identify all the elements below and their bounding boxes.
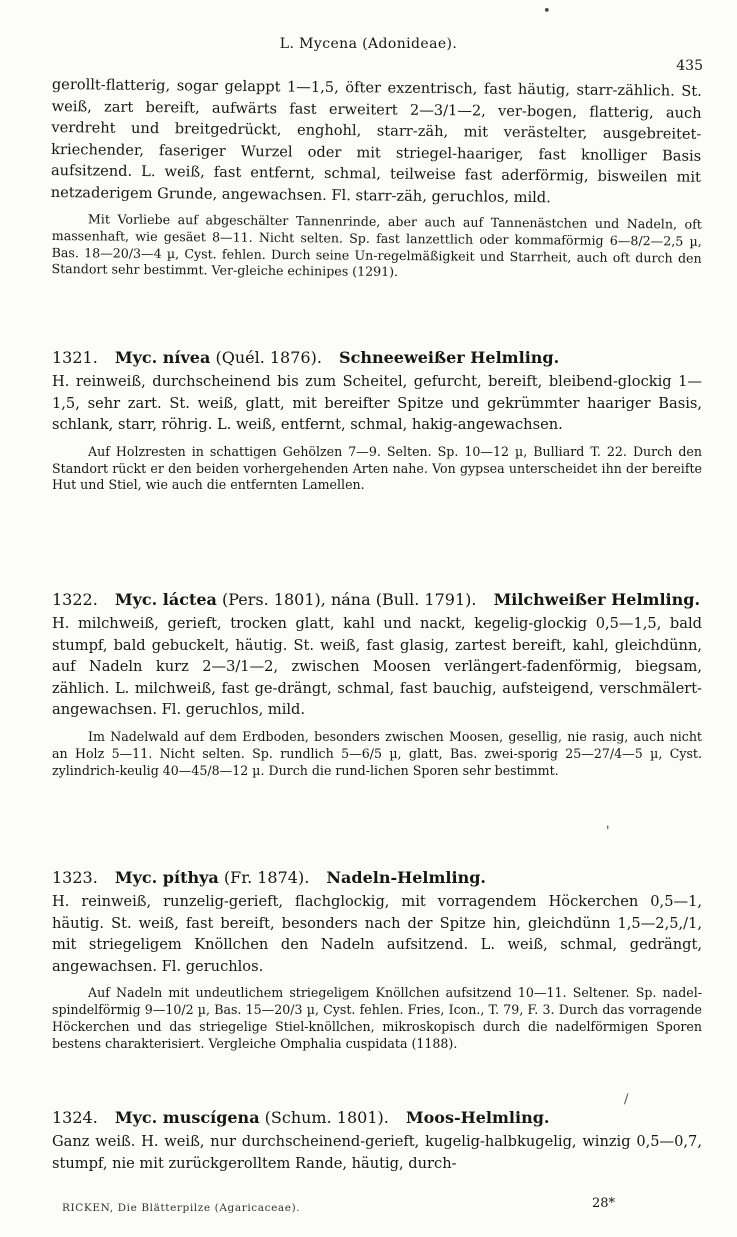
species-authority: (Quél. 1876).: [215, 348, 322, 367]
entry-number: 1322.: [52, 590, 98, 609]
german-common-name: Moos-Helmling.: [405, 1108, 550, 1127]
print-speck: ': [606, 824, 610, 839]
entry-description: Ganz weiß. H. weiß, nur durchscheinend-gerieft, kugelig-halbkugelig, winzig 0,5—0,7, stumpf, nie mit zurückgerolltem Rande, häutig, durch-: [52, 1133, 702, 1172]
entry-notes: Im Nadelwald auf dem Erdboden, besonders zwischen Moosen, gesellig, nie rasig, auch nicht an Holz 5—11. Nicht selten. Sp. rundlich 5—6/5 µ, glatt, Bas. zwei-sporig 25—27/4—5 µ, Cyst. zylindrich-keulig 40—45/8—12 µ. Durch die rund-lichen Sporen sehr bestimmt.: [52, 728, 702, 778]
running-head: L. Mycena (Adonideae).: [279, 36, 458, 52]
species-entry: [52, 348, 702, 494]
german-common-name: Milchweißer Helmling.: [493, 590, 701, 609]
entry-number: 1321.: [52, 348, 98, 367]
page-number: 435: [676, 58, 703, 74]
footer-publication: RICKEN, Die Blätterpilze (Agaricaceae).: [62, 1202, 301, 1214]
species-authority: (Fr. 1874).: [223, 868, 310, 887]
species-authority: (Pers. 1801), nána (Bull. 1791).: [222, 590, 477, 609]
entry-number: 1324.: [52, 1108, 98, 1127]
print-speck: •: [543, 4, 551, 19]
species-name: Myc. muscígena: [114, 1108, 260, 1127]
species-name: Myc. láctea: [114, 590, 217, 609]
entry-heading: [52, 1108, 702, 1127]
entry-description: H. reinweiß, runzelig-gerieft, flachglockig, mit vorragendem Höckerchen 0,5—1, häutig. St. weiß, fast bereift, besonders nach der Spitze hin, gleichdünn 1,5—2,5,/1, mit striegeligem Knöllchen den Nadeln aufsitzend. L. weiß, schmal, gedrängt, angewachsen. Fl. geruchlos.: [52, 893, 702, 975]
entry-notes: Auf Holzresten in schattigen Gehölzen 7—9. Selten. Sp. 10—12 µ, Bulliard T. 22. Durch den Standort rückt er den beiden vorhergehenden Arten nahe. Von gypsea unterscheidet ihn der bereifte Hut und Stiel, wie auch die entfernten Lamellen.: [52, 443, 702, 493]
species-entry: [52, 590, 702, 779]
print-speck: /: [624, 1092, 629, 1107]
species-authority: (Schum. 1801).: [264, 1108, 389, 1127]
entry-heading: [52, 868, 702, 887]
signature-mark: 28*: [592, 1196, 616, 1211]
species-entry: [52, 1108, 702, 1174]
species-name: Myc. nívea: [114, 348, 211, 367]
entry-heading: [52, 590, 702, 609]
german-common-name: Schneeweißer Helmling.: [339, 348, 560, 367]
species-name: Myc. píthya: [114, 868, 219, 887]
previous-entry-notes: Mit Vorliebe auf abgeschälter Tannenrinde, aber auch auf Tannenästchen und Nadeln, oft massenhaft, wie gesäet 8—11. Nicht selten. Sp. fast lanzettlich oder kommaförmig 6—8/2—2,5 µ, Bas. 18—20/3—4 µ, Cyst. fehlen. Durch seine Un-regelmäßigkeit und Starrheit, auch oft durch den Standort sehr bestimmt. Ver-gleiche echinipes (1291).: [51, 211, 702, 280]
entry-description: H. reinweiß, durchscheinend bis zum Scheitel, gefurcht, bereift, bleibend-glockig 1—1,5, sehr zart. St. weiß, glatt, mit bereifter Spitze und gekrümmter haariger Basis, schlank, starr, röhrig. L. weiß, entfernt, schmal, hakig-angewachsen.: [52, 373, 702, 434]
entry-heading: [52, 348, 702, 367]
entry-notes: Auf Nadeln mit undeutlichem striegeligem Knöllchen aufsitzend 10—11. Seltener. Sp. nadel-spindelförmig 9—10/2 µ, Bas. 15—20/3 µ, Cyst. fehlen. Fries, Icon., T. 79, F. 3. Durch das vorragende Höckerchen und das striegelige Stiel-knöllchen, mikroskopisch durch die nadelförmigen Sporen bestens charakterisiert. Vergleiche Omphalia cuspidata (1188).: [52, 985, 702, 1051]
species-entry: [52, 868, 702, 1053]
previous-entry-continuation: [52, 74, 702, 278]
german-common-name: Nadeln-Helmling.: [326, 868, 486, 887]
entry-description: H. milchweiß, gerieft, trocken glatt, kahl und nackt, kegelig-glockig 0,5—1,5, bald stumpf, bald gebuckelt, häutig. St. weiß, fast glasig, zartest bereift, kahl, gleichdünn, auf Nadeln kurz 2—3/1—2, zwischen Moosen verlängert-fadenförmig, biegsam, zählich. L. milchweiß, fast ge-drängt, schmal, fast bauchig, aufsteigend, verschmälert-angewachsen. Fl. geruchlos, mild.: [52, 615, 702, 719]
entry-number: 1323.: [52, 868, 98, 887]
previous-entry-description: gerollt-flatterig, sogar gelappt 1—1,5, öfter exzentrisch, fast häutig, starr-zählich. St. weiß, zart bereift, aufwärts fast erweitert 2—3/1—2, ver-bogen, flatterig, auch verdreht und breitgedrückt, enghohl, starr-zäh, mit verästelter, ausgebreitet-kriechender, faseriger Wurzel oder mit striegel-haariger, fast knolliger Basis aufsitzend. L. weiß, fast entfernt, schmal, teilweise fast aderförmig, bisweilen mit netzaderigem Grunde, angewachsen. Fl. starr-zäh, geruchlos, mild.: [50, 75, 702, 206]
